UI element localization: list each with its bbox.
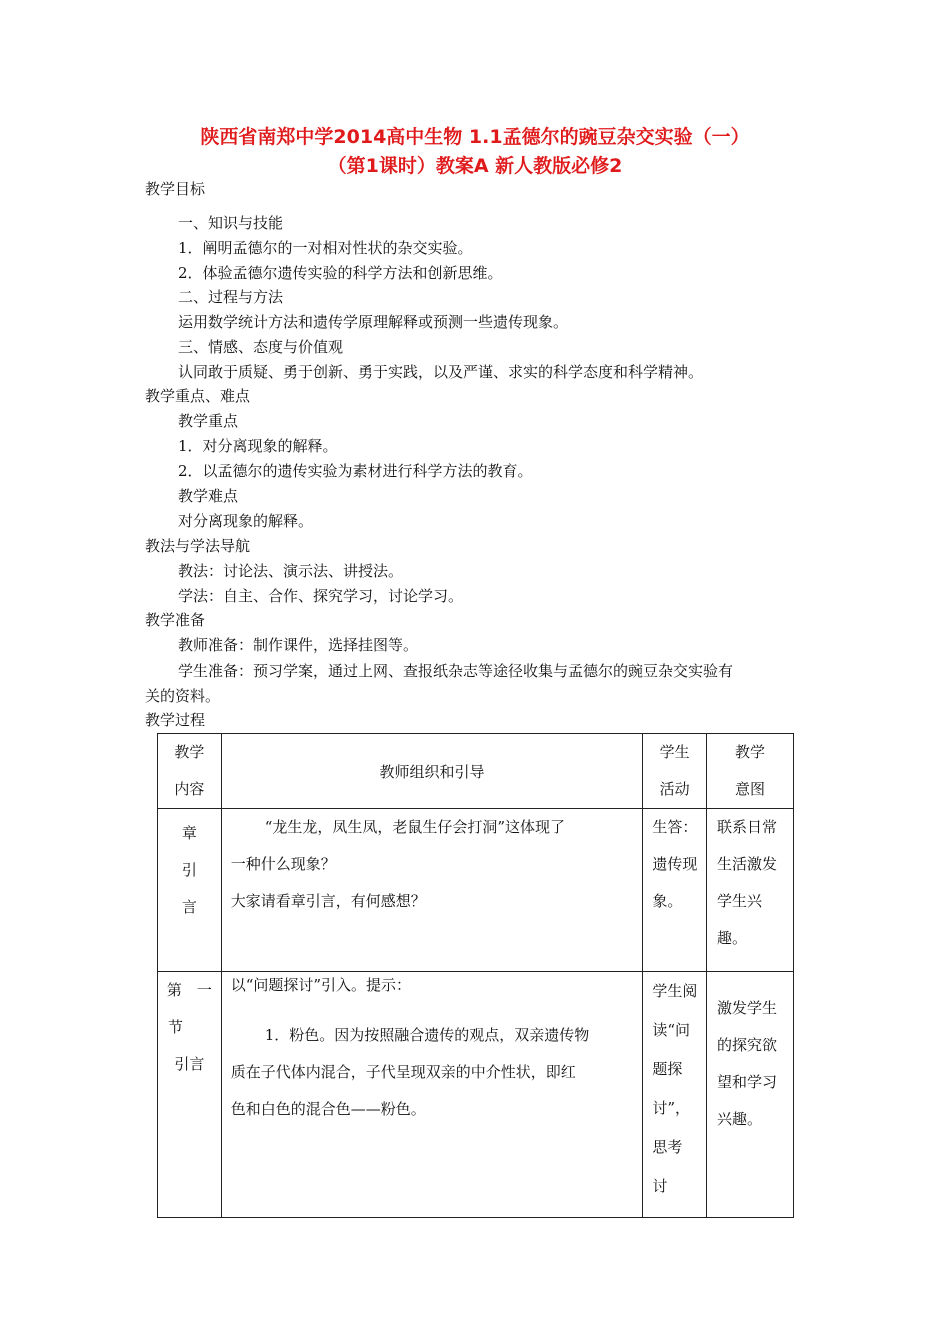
method-item: 教法：讨论法、演示法、讲授法。 xyxy=(178,562,404,580)
section-heading-key-points: 教学重点、难点 xyxy=(145,387,251,405)
table-row xyxy=(158,972,794,1218)
table-header-row xyxy=(158,734,794,809)
cell-line: 引 xyxy=(181,861,197,879)
cell-line: 的探究欲 xyxy=(717,1036,778,1054)
row2-activity xyxy=(643,972,707,1218)
preparation-item: 教师准备：制作课件，选择挂图等。 xyxy=(178,636,419,654)
row1-activity xyxy=(643,809,707,972)
objective-item: 运用数学统计方法和遗传学原理解释或预测一些遗传现象。 xyxy=(178,313,569,331)
teaching-process-table xyxy=(157,733,794,1218)
row2-content xyxy=(158,972,222,1218)
cell-line: 联系日常 xyxy=(717,818,778,836)
header-cell-content xyxy=(158,734,222,809)
header-text: 教师组织和引导 xyxy=(379,762,485,781)
cell-line: “龙生龙，凤生凤，老鼠生仔会打洞”这体现了 xyxy=(264,818,566,836)
objective-item: 认同敢于质疑、勇于创新、勇于实践，以及严谨、求实的科学态度和科学精神。 xyxy=(178,363,704,381)
cell-line: 引言 xyxy=(174,1055,205,1073)
row2-guidance xyxy=(221,972,643,1218)
subheading-knowledge: 一、知识与技能 xyxy=(178,214,284,232)
header-text: 教学 xyxy=(735,743,766,761)
subheading-difficulty: 教学难点 xyxy=(178,487,239,505)
cell-line: 讨”， xyxy=(652,1099,690,1117)
key-point-item: 2．以孟德尔的遗传实验为素材进行科学方法的教育。 xyxy=(178,462,533,480)
cell-line: 以“问题探讨”引入。提示： xyxy=(230,976,412,994)
header-text: 学生 xyxy=(659,743,690,761)
header-text: 教学 xyxy=(174,743,205,761)
cell-line: 大家请看章引言，有何感想？ xyxy=(230,892,426,910)
section-heading-methods: 教法与学法导航 xyxy=(145,537,251,555)
cell-line: 望和学习 xyxy=(717,1073,778,1091)
cell-line: 讨 xyxy=(652,1177,668,1195)
cell-line: 读“问 xyxy=(652,1021,690,1039)
header-cell-activity xyxy=(643,734,707,809)
header-text: 活动 xyxy=(659,780,690,798)
subheading-attitude: 三、情感、态度与价值观 xyxy=(178,338,344,356)
section-heading-objectives: 教学目标 xyxy=(145,180,206,198)
cell-line: 激发学生 xyxy=(717,999,778,1017)
key-point-item: 1．对分离现象的解释。 xyxy=(178,437,338,455)
cell-line: 生答： xyxy=(652,818,698,836)
preparation-item-continued: 关的资料。 xyxy=(145,687,221,705)
cell-line: 学生阅 xyxy=(652,982,698,1000)
header-cell-guidance xyxy=(221,734,643,809)
cell-line: 一种什么现象？ xyxy=(230,855,336,873)
subheading-key-points: 教学重点 xyxy=(178,412,239,430)
cell-line: 遗传现 xyxy=(652,855,698,873)
cell-line: 第 一 xyxy=(166,981,212,999)
cell-line: 章 xyxy=(181,824,197,842)
difficulty-item: 对分离现象的解释。 xyxy=(178,512,314,530)
cell-line: 思考 xyxy=(652,1138,683,1156)
row1-content xyxy=(158,809,222,972)
section-heading-preparation: 教学准备 xyxy=(145,611,206,629)
cell-line: 言 xyxy=(181,898,197,916)
cell-line: 题探 xyxy=(652,1060,683,1078)
method-item: 学法：自主、合作、探究学习，讨论学习。 xyxy=(178,587,464,605)
document-title-line1: 陕西省南郑中学2014高中生物 1.1孟德尔的豌豆杂交实验（一） xyxy=(200,126,750,148)
cell-line: 象。 xyxy=(652,892,683,910)
objective-item: 1．阐明孟德尔的一对相对性状的杂交实验。 xyxy=(178,239,473,257)
cell-line: 质在子代体内混合，子代呈现双亲的中介性状，即红 xyxy=(230,1063,576,1081)
subheading-process: 二、过程与方法 xyxy=(178,288,284,306)
cell-line: 节 xyxy=(168,1018,184,1036)
section-heading-process: 教学过程 xyxy=(145,711,206,729)
objective-item: 2．体验孟德尔遗传实验的科学方法和创新思维。 xyxy=(178,264,503,282)
document-title-line2: （第1课时）教案A 新人教版必修2 xyxy=(327,155,623,177)
preparation-item: 学生准备：预习学案，通过上网、查报纸杂志等途径收集与孟德尔的豌豆杂交实验有 xyxy=(178,662,734,680)
row1-intent xyxy=(707,809,794,972)
header-text: 意图 xyxy=(735,780,766,798)
cell-line: 学生兴 xyxy=(717,892,763,910)
cell-line: 趣。 xyxy=(717,929,748,947)
header-text: 内容 xyxy=(174,780,205,798)
cell-line: 色和白色的混合色——粉色。 xyxy=(230,1100,426,1118)
row1-guidance xyxy=(221,809,643,972)
row2-intent xyxy=(707,972,794,1218)
table-row xyxy=(158,809,794,972)
header-cell-intent xyxy=(707,734,794,809)
cell-line: 生活激发 xyxy=(717,855,778,873)
cell-line: 1．粉色。因为按照融合遗传的观点，双亲遗传物 xyxy=(264,1026,590,1044)
cell-line: 兴趣。 xyxy=(717,1110,763,1128)
